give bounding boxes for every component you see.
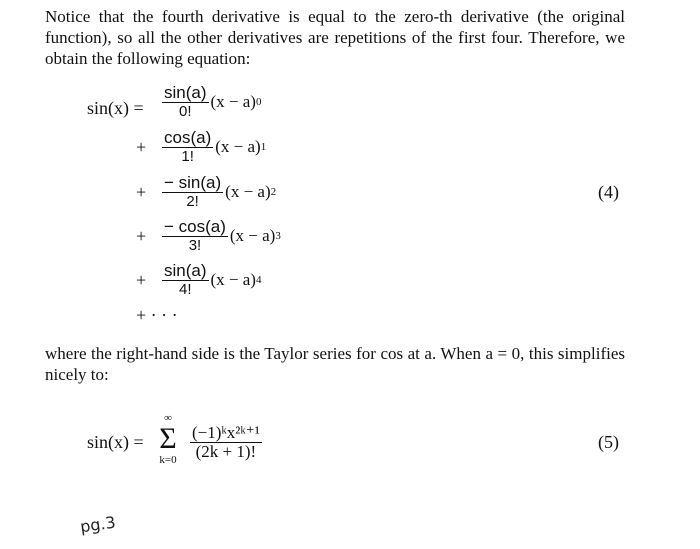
sum-upper-limit: ∞ bbox=[164, 412, 172, 424]
fraction bbox=[162, 217, 228, 255]
equation-4-term-4 bbox=[136, 261, 261, 299]
middle-paragraph: where the right-hand side is the Taylor series for cos at a. When a = 0, this simplifies nicely to: bbox=[45, 344, 625, 384]
handwritten-page-note: pg.3 bbox=[78, 512, 117, 537]
equation-5-lhs bbox=[87, 432, 144, 453]
equation-4-term-2 bbox=[136, 173, 276, 211]
sum-lower-limit: k=0 bbox=[159, 454, 177, 466]
fraction-numerator: cos(a) bbox=[164, 128, 212, 147]
sigma-symbol: Σ bbox=[159, 422, 177, 455]
fraction-denominator: 3! bbox=[188, 237, 202, 254]
fraction bbox=[190, 423, 262, 461]
equation-4-number: (4) bbox=[598, 182, 619, 202]
term-power: 3 bbox=[275, 230, 281, 242]
term-factor: (x − a) bbox=[210, 270, 256, 289]
equation-4-relation: = bbox=[133, 98, 144, 118]
fraction bbox=[162, 128, 213, 166]
term-factor: (x − a) bbox=[225, 182, 271, 201]
term-factor: (x − a) bbox=[215, 137, 261, 156]
term-power: 4 bbox=[255, 274, 262, 286]
intro-paragraph: Notice that the fourth derivative is equal to the zero-th derivative (the original function), so all the other derivatives are repetitions of the first four. Therefore, we obtain the following equation: bbox=[45, 7, 625, 68]
equation-5-fraction-wrap bbox=[188, 423, 264, 461]
fraction-denominator: 2! bbox=[186, 193, 199, 210]
term-power: 2 bbox=[270, 186, 277, 198]
fraction bbox=[162, 173, 223, 211]
plus-sign: + bbox=[136, 136, 147, 157]
equation-4-term-0 bbox=[133, 83, 262, 121]
fraction-numerator: − cos(a) bbox=[164, 217, 226, 236]
term-factor: (x − a) bbox=[229, 226, 276, 245]
fraction-numerator: − sin(a) bbox=[164, 173, 222, 192]
summation bbox=[153, 412, 183, 466]
fraction-denominator: 1! bbox=[181, 148, 194, 165]
fraction-numerator: sin(a) bbox=[164, 83, 207, 102]
fraction-denominator: 0! bbox=[179, 103, 192, 120]
equation-5-lhs-text: sin(x) bbox=[87, 432, 129, 452]
term-factor: (x − a) bbox=[210, 92, 256, 111]
equation-4-lhs-text: sin(x) bbox=[87, 98, 129, 118]
plus-sign: + bbox=[136, 181, 147, 202]
fraction-numerator: sin(a) bbox=[164, 261, 207, 280]
equation-4-term-1 bbox=[136, 128, 266, 166]
fraction-denominator: 4! bbox=[179, 281, 192, 298]
plus-sign: + bbox=[136, 225, 147, 246]
plus-sign: + bbox=[136, 269, 147, 290]
equation-5-relation: = bbox=[133, 432, 144, 452]
fraction-denominator: (2k + 1)! bbox=[195, 442, 257, 461]
equation-4-term-3 bbox=[136, 217, 281, 255]
fraction bbox=[162, 83, 209, 121]
equation-5-number: (5) bbox=[598, 432, 619, 452]
fraction bbox=[162, 261, 209, 299]
series-continuation: + · · · bbox=[136, 305, 178, 325]
term-power: 1 bbox=[260, 141, 267, 153]
term-power: 0 bbox=[255, 96, 262, 108]
fraction-numerator: (−1)ᵏx²ᵏ⁺¹ bbox=[192, 423, 260, 442]
